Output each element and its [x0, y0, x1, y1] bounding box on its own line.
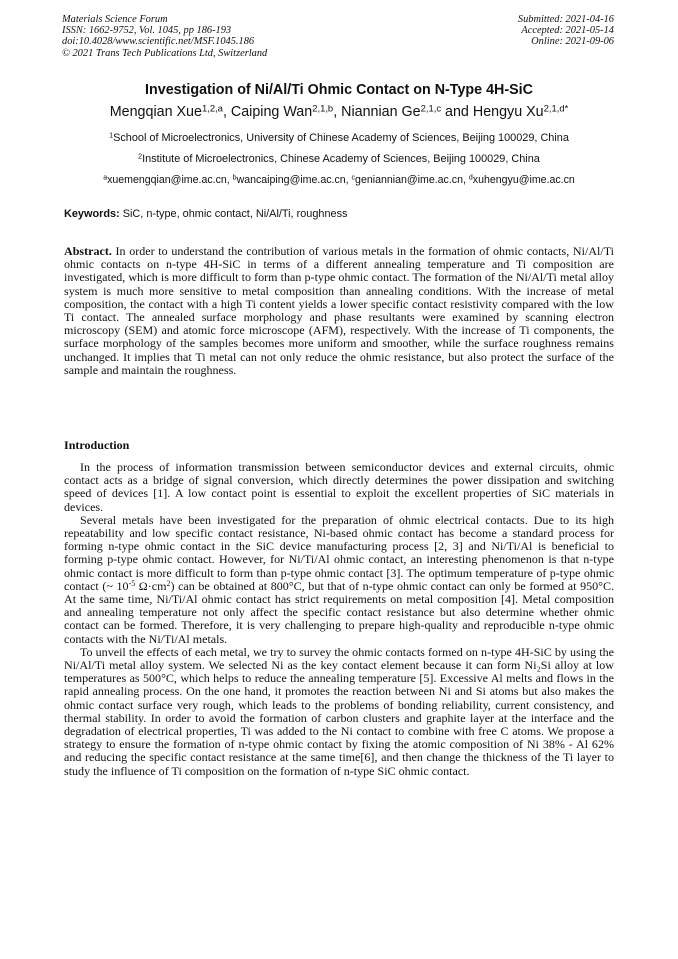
submitted-date: Submitted: 2021-04-16	[517, 14, 614, 25]
introduction-paragraph-2	[64, 514, 614, 646]
section-heading-introduction: Introduction	[64, 438, 130, 452]
author-list	[0, 104, 678, 120]
exponent: -5	[128, 579, 136, 589]
affiliation-2	[0, 153, 678, 165]
introduction-body	[64, 461, 614, 778]
author-affiliation-sup: 2,1,b	[312, 102, 334, 114]
keywords-text: SiC, n-type, ohmic contact, Ni/Al/Ti, roughness	[119, 208, 348, 220]
exponent: 2	[166, 579, 171, 589]
journal-info	[62, 14, 267, 59]
author-emails	[0, 174, 678, 186]
paragraph-text: Ω·cm	[135, 578, 167, 593]
author-name: Niannian Ge	[341, 104, 421, 120]
email-sup: b	[232, 174, 237, 182]
paper-title: Investigation of Ni/Al/Ti Ohmic Contact on N-Type 4H-SiC	[145, 82, 533, 98]
abstract-text: In order to understand the contribution of various metals in the formation of ohmic contacts, Ni/Al/Ti ohmic contacts on n-type 4H-SiC in terms of a different annealing temperature and Ti composition are investigated, which is more difficult to form than p-type ohmic contact. The formation of the Ni/Al/Ti metal alloy system is much more sensitive to metal composition than annealing conditions. With the increase of metal composition, the contact with a high Ti content yields a lower specific contact resistivity compared with the low Ti contact. The annealed surface morphology and phase resultants were examined by scanning electron microscopy (SEM) and atomic force microscope (AFM), respectively. With the increase of Ti components, the surface morphology of the samples becomes more uniform and smoother, while the surface roughness remains unchanged. It implies that Ti metal can not only reduce the ohmic resistance, but also protect the surface of the sample and maintain the roughness.	[64, 244, 614, 377]
affiliation-text: Institute of Microelectronics, Chinese Academy of Sciences, Beijing 100029, China	[142, 153, 540, 165]
affiliation-sup: 2	[138, 151, 143, 161]
paragraph-text: Several metals have been investigated for the preparation of ohmic electrical contacts. Due to its high repeatability and low specific contact resistance, Ni-based ohmic contact has become a standard process for forming n-type ohmic contact in the SiC device manufacturing process [2, 3] and Ni/Ti/Al is beneficial to forming p-type ohmic contact. However, for Ni/Ti/Al ohmic contact, an interesting phenomenon is that n-type ohmic contact is more difficult to form than p-type ohmic contact [3]. The optimum temperature of p-type ohmic contact (~ 10	[64, 512, 614, 593]
introduction-paragraph-3: To unveil the effects of each metal, we try to survey the ohmic contacts formed on n-type 4H-SiC by using the Ni/Al/Ti metal alloy system. We selected Ni as the key contact element because it can form Ni₂Si alloy at low temperatures as 500°C, which helps to reduce the annealing temperature [5]. Excessive Al melts and flows in the rapid annealing process. On the one hand, it promotes the reaction between Ni and Si atoms but also makes the ohmic contact surface very rough, which leads to the problems of bonding reliability, current consistency, and thermal stability. In order to avoid the formation of carbon clusters and graphite layer at the interface and the degradation of electrical properties, Ti was added to the Ni contact to combine with free C atoms. We propose a strategy to ensure the formation of n-type ohmic contact by fixing the atomic composition of Ni 38% - Al 62% and reducing the specific contact resistance at the same time[6], and then change the thickness of the Ti layer to study the influence of Ti composition on the formation of n-type SiC ohmic contact.	[64, 644, 614, 778]
abstract-label: Abstract.	[64, 244, 112, 258]
email-sup: c	[351, 174, 356, 182]
author-name: Caiping Wan	[230, 104, 313, 120]
journal-copyright: © 2021 Trans Tech Publications Ltd, Switzerland	[62, 47, 268, 59]
keywords-label: Keywords:	[64, 208, 120, 220]
author-affiliation-sup: 1,2,a	[201, 102, 223, 114]
email-sup: a	[103, 174, 108, 182]
author-separator: and	[441, 104, 473, 120]
email-text: xuhengyu@ime.ac.cn	[472, 174, 575, 186]
keywords	[64, 208, 616, 220]
affiliation-1	[0, 132, 678, 144]
affiliation-text: School of Microelectronics, University of Chinese Academy of Sciences, Beijing 100029, China	[113, 132, 569, 144]
author-affiliation-sup: 2,1,c	[420, 102, 442, 114]
author-separator: ,	[333, 104, 342, 120]
email-text: xuemengqian@ime.ac.cn,	[107, 174, 233, 186]
journal-name: Materials Science Forum	[62, 14, 168, 25]
online-date: Online: 2021-09-06	[531, 36, 614, 48]
journal-doi: doi:10.4028/www.scientific.net/MSF.1045.186	[62, 36, 255, 48]
author-affiliation-sup: 2,1,d*	[543, 102, 569, 114]
affiliation-sup: 1	[109, 130, 114, 140]
submission-dates	[518, 14, 614, 48]
author-separator: ,	[222, 104, 231, 120]
journal-issn: ISSN: 1662-9752, Vol. 1045, pp 186-193	[62, 25, 232, 37]
author-name: Mengqian Xue	[109, 104, 202, 120]
introduction-paragraph-1: In the process of information transmission between semiconductor devices and external circuits, ohmic contact acts as a bridge of signal conversion, which directly determines the power dissipation and switching speed of devices [1]. A low contact point is essential to exploit the excellent properties of SiC materials in devices.	[64, 460, 614, 514]
accepted-date: Accepted: 2021-05-14	[521, 25, 614, 37]
author-name: Hengyu Xu	[472, 104, 544, 120]
email-text: geniannian@ime.ac.cn,	[355, 174, 469, 186]
email-text: wancaiping@ime.ac.cn,	[236, 174, 352, 186]
email-sup: d	[468, 174, 473, 182]
paragraph-text: ) can be obtained at 800°C, but that of n-type ohmic contact can only be formed at 950°C. At the same time, Ni/Ti/Al ohmic contact has strict requirements on metal composition [4]. Metal composition and annealing temperature not only affect the specific contact resistance but also determine whether ohmic contact can be formed. Therefore, it is very challenging to prepare high-quality and reproducible n-type ohmic contacts with the Ni/Ti/Al metals.	[64, 578, 615, 646]
abstract	[64, 245, 614, 377]
